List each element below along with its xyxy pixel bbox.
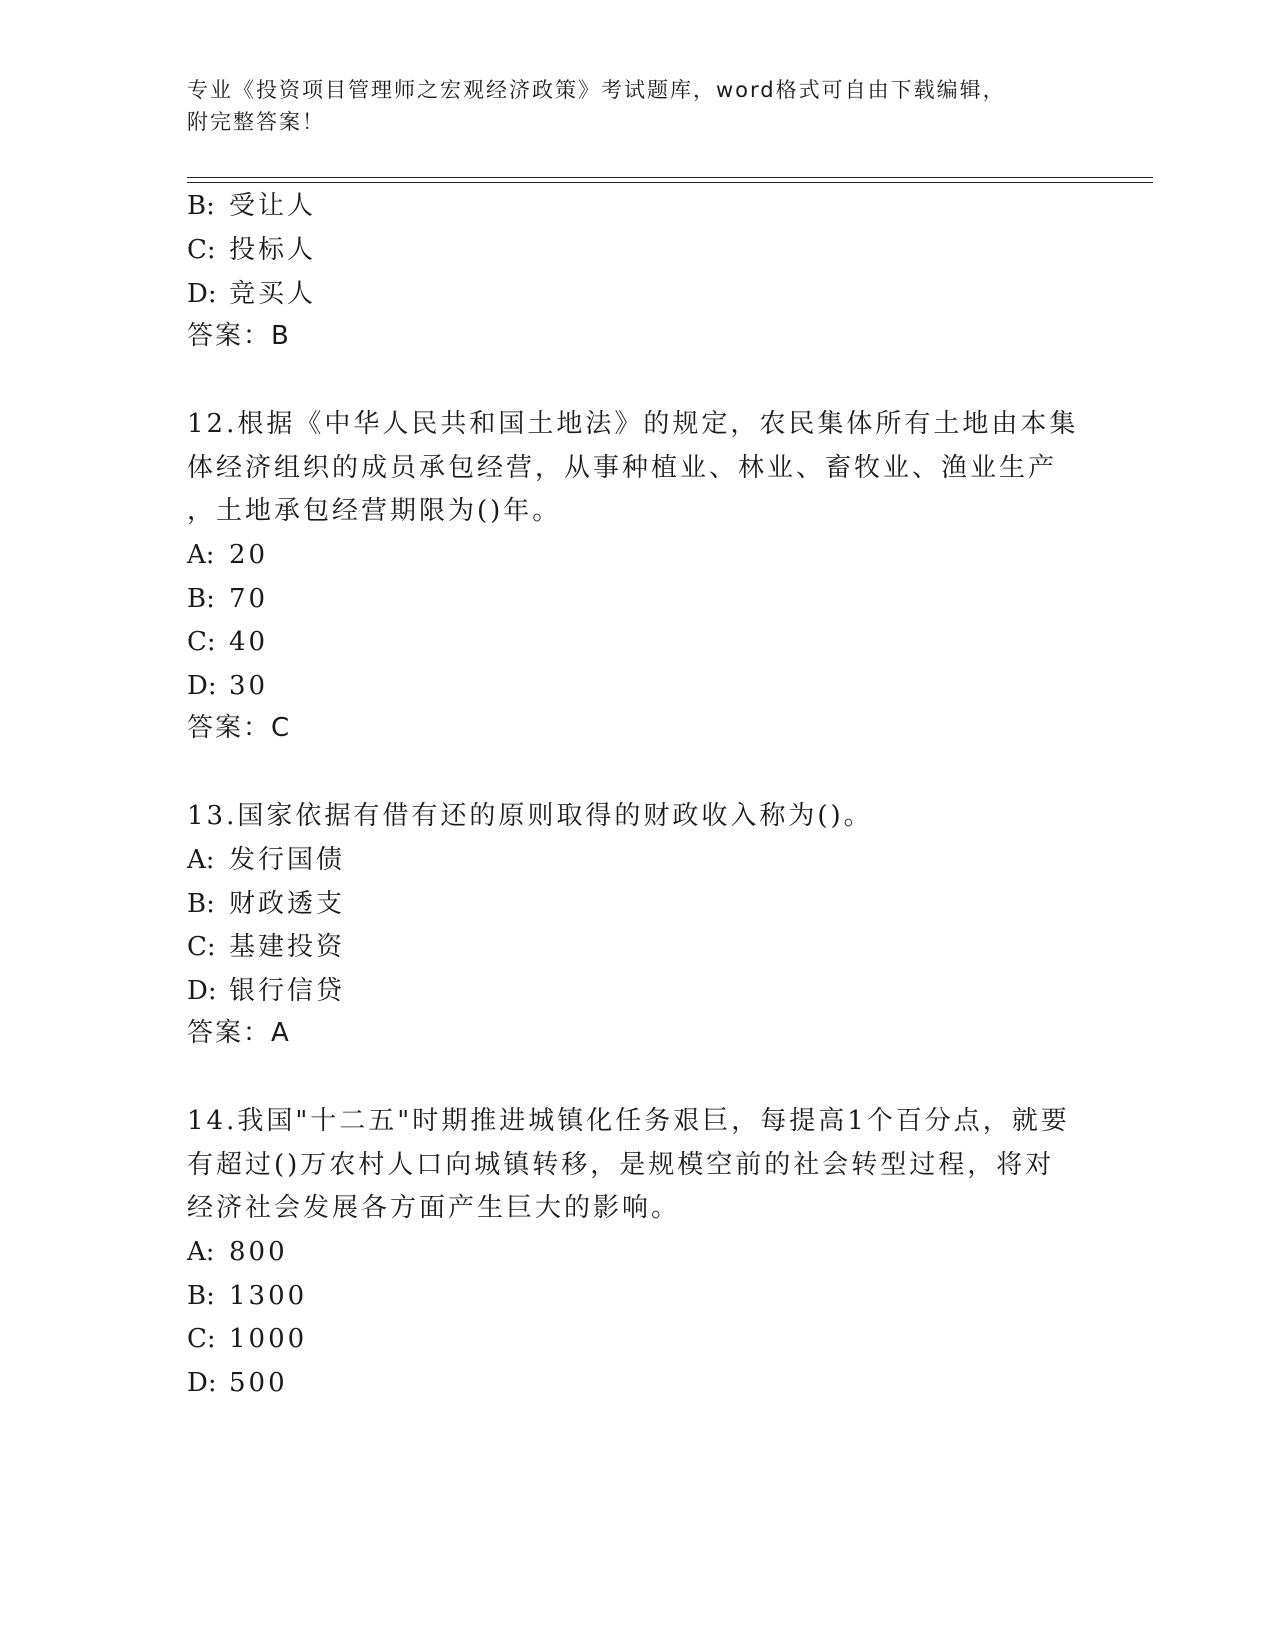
option-text: 70: [229, 584, 269, 614]
option-letter: B:: [187, 584, 215, 614]
option-letter: D:: [187, 671, 217, 701]
question-14-line-3: 经济社会发展各方面产生巨大的影响。: [187, 1193, 681, 1223]
option-text: 1000: [229, 1324, 308, 1354]
option-c: [187, 232, 316, 268]
answer-line: 答案：B: [187, 321, 291, 351]
option-letter: D:: [187, 1368, 217, 1398]
option-c: [187, 1321, 307, 1357]
question-14-line-1: 14.我国"十二五"时期推进城镇化任务艰巨，每提高1个百分点，就要: [187, 1106, 1070, 1136]
option-letter: D:: [187, 976, 217, 1006]
option-letter: C:: [187, 627, 216, 657]
answer-line: 答案：A: [187, 1018, 291, 1048]
option-text: 40: [229, 627, 269, 657]
option-letter: C:: [187, 932, 216, 962]
option-letter: C:: [187, 235, 216, 265]
option-b: [187, 886, 345, 922]
option-text: 20: [229, 540, 269, 570]
header-divider-bottom: [187, 182, 1153, 183]
option-text: 竞买人: [229, 279, 317, 309]
option-text: 基建投资: [229, 932, 346, 962]
option-a: [187, 842, 345, 878]
option-text: 银行信贷: [229, 976, 346, 1006]
option-text: 投标人: [229, 235, 317, 265]
option-letter: D:: [187, 279, 217, 309]
document-header: [187, 74, 1067, 138]
answer-line: 答案：C: [187, 713, 292, 743]
option-b: [187, 1278, 307, 1314]
question-13-line-1: 13.国家依据有借有还的原则取得的财政收入称为()。: [187, 801, 873, 831]
option-text: 受让人: [229, 191, 317, 221]
option-letter: A:: [187, 1237, 215, 1267]
option-d: [187, 1365, 288, 1401]
option-letter: B:: [187, 889, 215, 919]
option-b: [187, 581, 268, 617]
option-letter: C:: [187, 1324, 216, 1354]
header-line-1: 专业《投资项目管理师之宏观经济政策》考试题库，word格式可自由下载编辑，: [187, 78, 1006, 102]
question-12-line-1: 12.根据《中华人民共和国土地法》的规定，农民集体所有土地由本集: [187, 409, 1079, 439]
option-b: [187, 188, 316, 224]
option-a: [187, 1234, 288, 1270]
option-d: [187, 973, 345, 1009]
option-letter: A:: [187, 540, 215, 570]
option-letter: A:: [187, 845, 215, 875]
option-text: 500: [229, 1368, 288, 1398]
option-c: [187, 624, 268, 660]
option-text: 发行国债: [229, 845, 346, 875]
header-divider-top: [187, 177, 1153, 178]
option-letter: B:: [187, 191, 215, 221]
option-text: 1300: [229, 1281, 308, 1311]
option-c: [187, 929, 345, 965]
option-a: [187, 537, 268, 573]
option-letter: B:: [187, 1281, 215, 1311]
question-12-line-2: 体经济组织的成员承包经营，从事种植业、林业、畜牧业、渔业生产: [187, 453, 1058, 483]
option-text: 30: [229, 671, 269, 701]
option-d: [187, 668, 268, 704]
option-text: 财政透支: [229, 889, 346, 919]
header-line-2: 附完整答案！: [187, 110, 325, 134]
option-text: 800: [229, 1237, 288, 1267]
option-d: [187, 276, 316, 312]
question-14-line-2: 有超过()万农村人口向城镇转移，是规模空前的社会转型过程，将对: [187, 1150, 1055, 1180]
question-12-line-3: ，土地承包经营期限为()年。: [187, 496, 562, 526]
